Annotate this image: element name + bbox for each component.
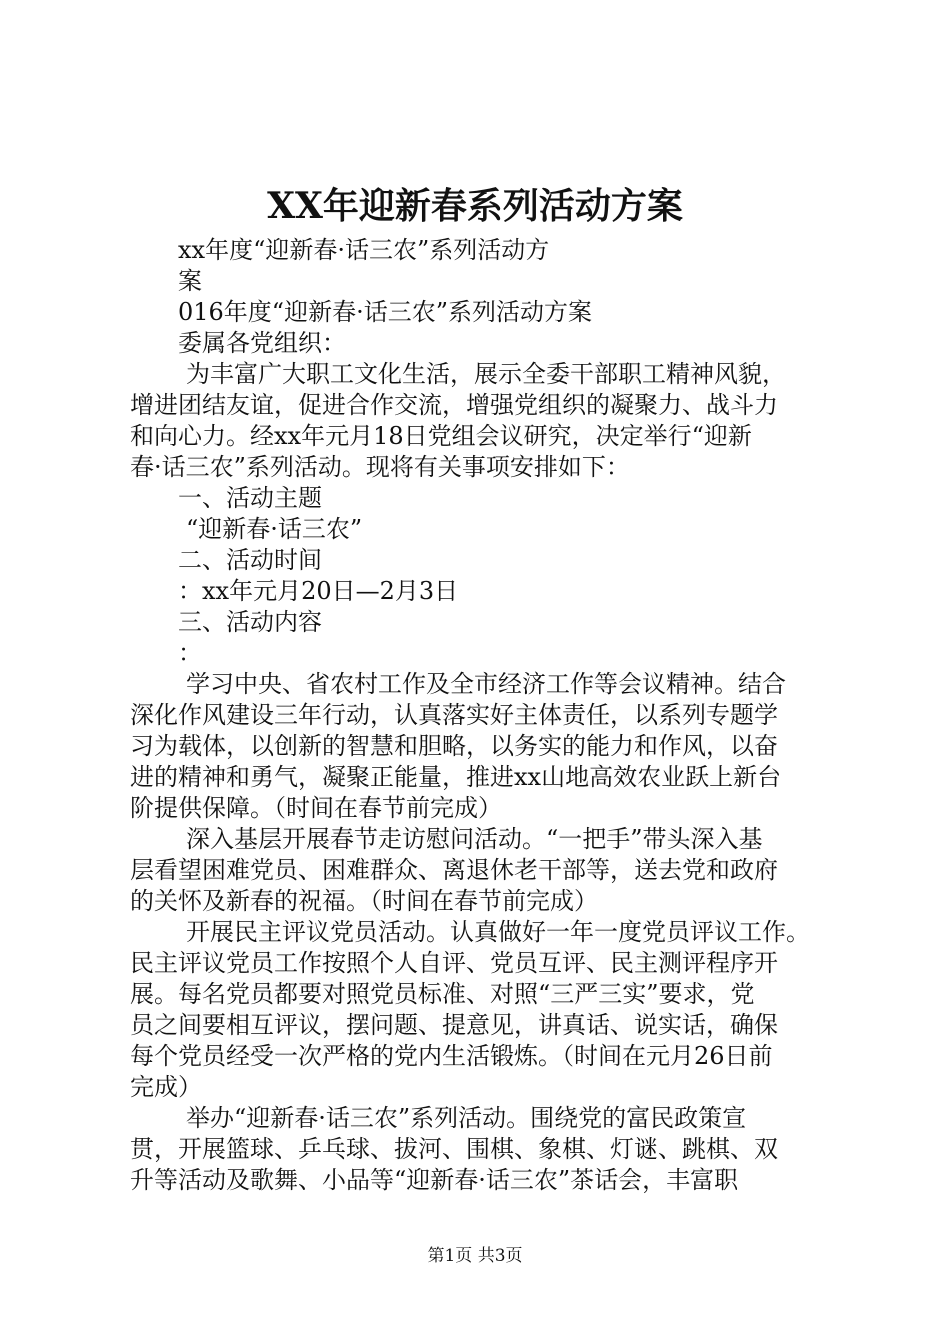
body-line: 进的精神和勇气，凝聚正能量，推进xx山地高效农业跃上新台 [130, 763, 782, 791]
body-line: 二、活动时间 [178, 546, 322, 574]
body-line: 三、活动内容 [178, 608, 322, 636]
body-line: 完成） [130, 1073, 202, 1101]
document-title: XX年迎新春系列活动方案 [267, 185, 683, 227]
body-line: 习为载体，以创新的智慧和胆略，以务实的能力和作风，以奋 [130, 732, 778, 760]
body-line: ：xx年元月20日—2月3日 [178, 577, 459, 605]
body-line: 一、活动主题 [178, 484, 322, 512]
page-footer: 第1页 共3页 [427, 1246, 523, 1266]
body-line: 案 [178, 267, 202, 295]
body-line: 举办“迎新春·话三农”系列活动。围绕党的富民政策宣 [186, 1104, 747, 1132]
body-line: 开展民主评议党员活动。认真做好一年一度党员评议工作。 [186, 918, 810, 946]
body-line: 贯，开展篮球、乒乓球、拔河、围棋、象棋、灯谜、跳棋、双 [130, 1135, 778, 1163]
document-body [130, 235, 830, 1196]
body-line: “迎新春·话三农” [186, 515, 363, 543]
body-line: 为丰富广大职工文化生活，展示全委干部职工精神风貌， [186, 360, 786, 388]
body-line: xx年度“迎新春·话三农”系列活动方 [178, 236, 550, 264]
body-line: 民主评议党员工作按照个人自评、党员互评、民主测评程序开 [130, 949, 778, 977]
body-line: 深化作风建设三年行动，认真落实好主体责任，以系列专题学 [130, 701, 778, 729]
body-line: ： [178, 639, 202, 667]
body-line: 的关怀及新春的祝福。（时间在春节前完成） [130, 887, 598, 915]
body-line: 和向心力。经xx年元月18日党组会议研究，决定举行“迎新 [130, 422, 752, 450]
body-line: 层看望困难党员、困难群众、离退休老干部等，送去党和政府 [130, 856, 778, 884]
body-line: 员之间要相互评议，摆问题、提意见，讲真话、说实话，确保 [130, 1011, 778, 1039]
body-line: 学习中央、省农村工作及全市经济工作等会议精神。结合 [186, 670, 786, 698]
body-line: 增进团结友谊，促进合作交流，增强党组织的凝聚力、战斗力 [130, 391, 778, 419]
body-line: 升等活动及歌舞、小品等“迎新春·话三农”茶话会，丰富职 [130, 1166, 739, 1194]
body-line: 016年度“迎新春·话三农”系列活动方案 [178, 298, 592, 326]
body-line: 深入基层开展春节走访慰问活动。“一把手”带头深入基 [186, 825, 763, 853]
body-line: 每个党员经受一次严格的党内生活锻炼。（时间在元月26日前 [130, 1042, 773, 1070]
body-line: 展。每名党员都要对照党员标准、对照“三严三实”要求，党 [130, 980, 755, 1008]
body-line: 委属各党组织： [178, 329, 346, 357]
body-line: 阶提供保障。（时间在春节前完成） [130, 794, 502, 822]
body-line: 春·话三农”系列活动。现将有关事项安排如下： [130, 453, 630, 481]
